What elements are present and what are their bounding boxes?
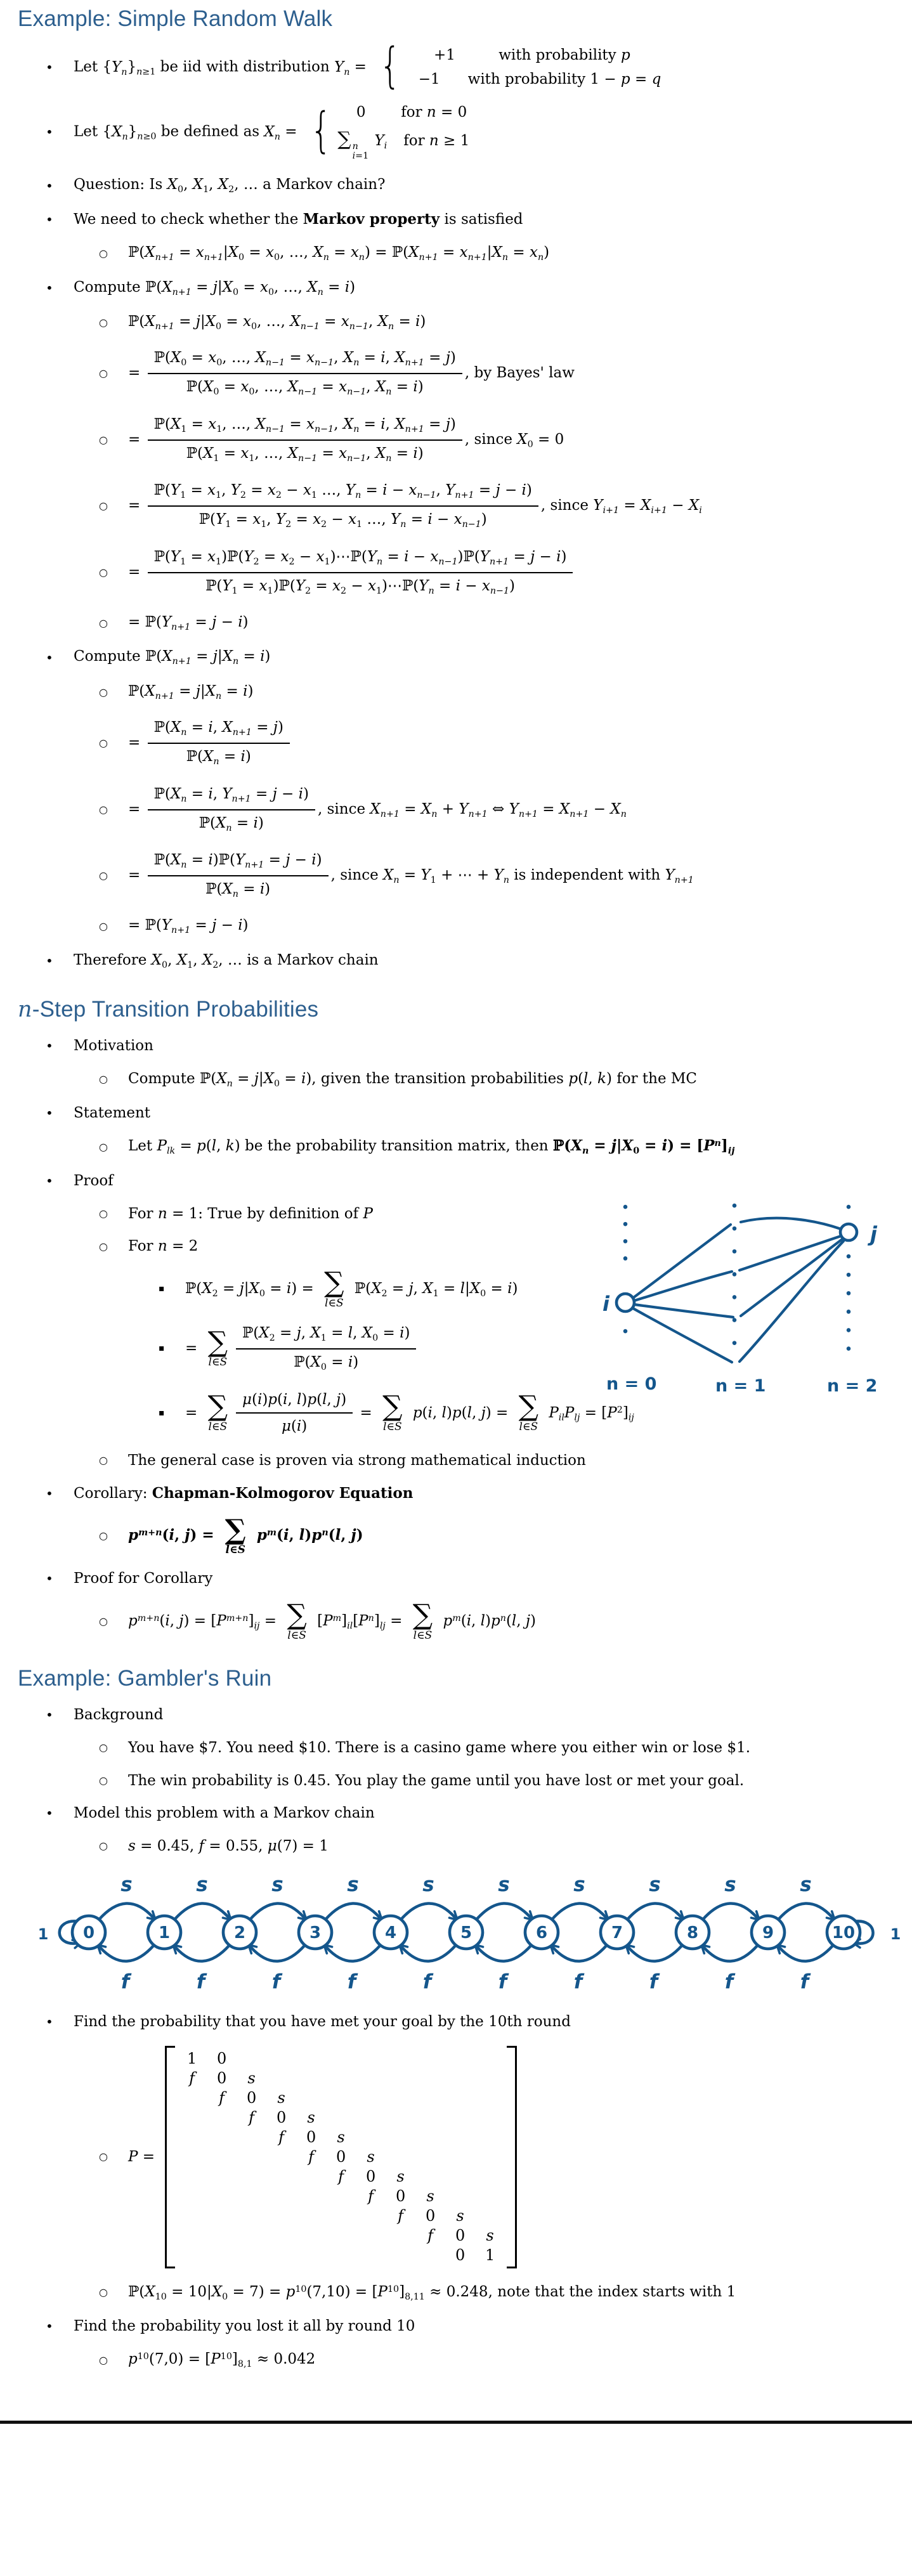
screen-bottom-edge xyxy=(0,2421,912,2424)
bullet-marker: • xyxy=(46,280,53,296)
bullet-item xyxy=(0,1570,912,1588)
bullet-marker: • xyxy=(46,1571,53,1587)
matrix-cell: 0 xyxy=(455,2246,466,2265)
bullet-marker: ○ xyxy=(99,1840,108,1852)
fan-in-edges xyxy=(739,1218,844,1362)
item-content: = $ℙ(Y_{n+1} = j - i)$ xyxy=(128,613,249,632)
matrix-cell: 0 xyxy=(335,2148,346,2166)
matrix-cell: s xyxy=(337,2128,345,2147)
matrix-cell: f xyxy=(249,2109,255,2127)
stage-label-n0: n = 0 xyxy=(606,1374,657,1395)
bullet-item xyxy=(0,547,912,599)
bullet-marker: • xyxy=(46,211,53,227)
item-content: = $ℙ(X_0 = x_0$, …, $X_{n-1} = x_{n-1}$, $X_n = i$, $X_{n+1} = j$) $ℙ(X_0 = x_0$, …, $X_{n-1} = x_{n-1}$, $X_n = i$) , by Bayes' law xyxy=(128,348,912,400)
bullet-marker: ○ xyxy=(99,1530,108,1542)
state-number: 6 xyxy=(535,1923,548,1942)
bullet-marker: ○ xyxy=(99,1774,108,1786)
matrix-cell: 0 xyxy=(306,2128,316,2147)
bullet-marker: ○ xyxy=(99,2150,108,2163)
lose-prob-label: f xyxy=(121,1970,130,1993)
bullet-marker: • xyxy=(46,2319,53,2334)
matrix-cell: 0 xyxy=(455,2227,466,2245)
item-content: Statement xyxy=(74,1105,151,1122)
matrix-lead: P = xyxy=(128,2148,155,2165)
matrix-cell: 0 xyxy=(425,2207,436,2225)
section-items xyxy=(0,1037,912,1641)
bullet-marker: • xyxy=(46,953,53,969)
win-arc xyxy=(401,1903,455,1920)
bullet-item xyxy=(0,2013,912,2031)
bullet-item xyxy=(0,414,912,466)
item-content: Compute $ℙ(X_{n+1} = j|X_0 = x_0$, …, $X_n = i$) xyxy=(74,278,356,297)
item-content: = $ℙ(X_n = i$, $Y_{n+1} = j - i$) $ℙ(X_n = i)$ , since $X_{n+1} = X_n + Y_{n+1}$ ⇔ $Y_{n+1} = X_{n+1} - X_n$ xyxy=(128,784,912,836)
bullet-marker: • xyxy=(46,2013,53,2029)
section-items xyxy=(0,37,912,971)
bullet-marker: ○ xyxy=(99,247,108,259)
bullet-marker: • xyxy=(46,649,53,665)
lose-prob-label: f xyxy=(196,1970,205,1993)
bullet-marker: ○ xyxy=(99,433,108,446)
bullet-item xyxy=(0,1837,912,1856)
bullet-marker: • xyxy=(46,1105,53,1121)
matrix-cell: s xyxy=(396,2168,405,2186)
item-content: You have $7. You need $10. There is a casino game where you either win or lose $1. xyxy=(128,1739,751,1756)
bullet-marker: • xyxy=(46,124,53,140)
matrix-cell: 0 xyxy=(216,2050,227,2068)
item-content: For n = 1: True by definition of P xyxy=(128,1205,373,1222)
matrix-cell: s xyxy=(426,2187,434,2206)
bullet-item xyxy=(0,717,912,769)
win-prob-label: s xyxy=(347,1873,359,1896)
win-prob-label: s xyxy=(498,1873,510,1896)
bullet-marker: • xyxy=(46,1038,53,1053)
win-arc xyxy=(703,1903,757,1920)
lose-arc xyxy=(704,1945,758,1961)
win-arc xyxy=(778,1903,832,1920)
lose-prob-label: f xyxy=(800,1970,809,1993)
state-number: 9 xyxy=(762,1923,774,1942)
bullet-marker: ○ xyxy=(99,686,108,699)
lose-prob-label: f xyxy=(271,1970,281,1993)
section xyxy=(0,6,912,972)
item-content: s = 0.45, f = 0.55, μ(7) = 1 xyxy=(128,1838,329,1855)
state-number: 10 xyxy=(831,1923,856,1942)
win-arc xyxy=(476,1903,530,1920)
bullet-item xyxy=(0,2046,912,2268)
matrix-cell: s xyxy=(307,2109,315,2127)
bullet-item xyxy=(0,682,912,703)
item-content: Let $\{Y_n\}_{n\ge 1}$ be iid with distribution $Y_n$ = { +1 with probability p −1 with probability 1 − p = q xyxy=(74,37,661,94)
matrix-cell: s xyxy=(456,2207,464,2225)
item-content: = $ℙ(X_n = i$, $X_{n+1} = j$) $ℙ(X_n = i)$ xyxy=(128,717,912,769)
section-heading: Example: Gambler's Ruin xyxy=(18,1665,272,1691)
state-j-label: j xyxy=(870,1222,877,1247)
win-prob-label: s xyxy=(196,1873,208,1896)
item-content: Corollary: Chapman-Kolmogorov Equation xyxy=(74,1484,414,1502)
item-content: We need to check whether the Markov property is satisfied xyxy=(74,210,523,228)
state-j-node xyxy=(840,1224,857,1240)
bullet-marker: • xyxy=(46,1173,53,1188)
item-content: Compute $ℙ(X_n = j|X_0 = i)$, given the transition probabilities p(l, k) for the MC xyxy=(128,1070,698,1089)
item-content: = $ℙ(X_n$ = $i)ℙ(Y_{n+1} = j - i)$ $ℙ(X_n = i)$ , since $X_n = Y_1$ + ⋯ + $Y_n$ is independent with $Y_{n+1}$ xyxy=(128,850,912,902)
bullet-marker: ○ xyxy=(99,1207,108,1220)
item-content: Let $P_{lk} = p(l$, k) be the probability transition matrix, then $ℙ(X_n = j|X_0 = i) = [P^n]_{ij}$ xyxy=(128,1137,735,1157)
bullet-item xyxy=(0,1452,912,1470)
bullet-item xyxy=(0,1772,912,1790)
state-number: 5 xyxy=(460,1923,472,1942)
matrix-cell: f xyxy=(278,2128,285,2147)
lose-arc xyxy=(553,1945,607,1961)
bullet-marker: ○ xyxy=(99,616,108,629)
item-content: = ∑ l∈S $\frac{\mu(i)p(i, l)p(l, j)}{\mu(i)}$ = ∑ l∈S p(i, l)p(l, j) = ∑ l∈S $P_{il}P_{lj} = [P^2]_{ij}$ xyxy=(185,1389,912,1438)
matrix-cell: 0 xyxy=(395,2187,406,2206)
bullet-item xyxy=(0,2317,912,2336)
bullet-item xyxy=(0,613,912,634)
matrix-cell: f xyxy=(338,2168,344,2186)
bullet-marker: ○ xyxy=(99,1240,108,1252)
item-content: Question: Is $X_0$, $X_1$, $X_2$, … a Markov chain? xyxy=(74,176,386,195)
bullet-item xyxy=(0,1706,912,1724)
bullet-marker: ○ xyxy=(99,2286,108,2299)
bullet-item xyxy=(0,1070,912,1090)
bullet-marker: • xyxy=(46,178,53,193)
win-arc xyxy=(99,1903,153,1920)
bullet-marker: ○ xyxy=(99,1615,108,1627)
section-items xyxy=(0,1706,912,2371)
item-content: Compute $ℙ(X_{n+1} = j|X_n = i)$ xyxy=(74,648,271,667)
lose-arc xyxy=(478,1945,531,1961)
bullet-marker: ○ xyxy=(99,920,108,932)
bullet-marker: ○ xyxy=(99,1741,108,1754)
bullet-item xyxy=(0,951,912,972)
lose-arc xyxy=(779,1945,833,1961)
bullet-item xyxy=(0,313,912,333)
matrix-cell: f xyxy=(189,2069,195,2088)
item-content: Motivation xyxy=(74,1037,153,1054)
state-number: 4 xyxy=(384,1923,397,1942)
bullet-item xyxy=(0,1104,912,1122)
bullet-item xyxy=(0,647,912,668)
item-content: $ℙ(X_{n+1} = x_{n+1}|X_0 = x_0$, …, $X_n = x_n$) = $ℙ(X_{n+1} = x_{n+1}|X_n = x_n)$ xyxy=(128,244,550,263)
state-number: 7 xyxy=(611,1923,623,1942)
bullet-marker: ○ xyxy=(99,1073,108,1086)
state-number: 2 xyxy=(233,1923,246,1942)
bullet-marker: ▪ xyxy=(159,1284,165,1294)
bullet-marker: ○ xyxy=(99,566,108,578)
absorb-prob-right: 1 xyxy=(890,1925,901,1943)
bullet-item xyxy=(0,348,912,400)
item-content: $ℙ(X_{n+1} = j|X_n = i)$ xyxy=(128,683,254,702)
bullet-marker: ○ xyxy=(99,1454,108,1467)
item-content: Proof xyxy=(74,1172,114,1189)
lose-arc xyxy=(402,1945,456,1961)
lose-arc xyxy=(327,1945,381,1961)
bullet-marker: ▪ xyxy=(159,1343,165,1353)
matrix-cell: s xyxy=(367,2148,375,2166)
item-content: = $ℙ(X_1 = x_1$, …, $X_{n-1} = x_{n-1}$, $X_n = i$, $X_{n+1} = j$) $ℙ(X_1 = x_1$, …, $X_{n-1} = x_{n-1}$, $X_n = i$) , since $X_0 = 0$ xyxy=(128,414,912,466)
section xyxy=(0,997,912,1641)
section xyxy=(0,1666,912,2371)
win-arc xyxy=(174,1903,228,1920)
lose-arc xyxy=(629,1945,682,1961)
bullet-item xyxy=(0,1804,912,1823)
bullet-item xyxy=(0,1513,912,1557)
bullet-item xyxy=(0,2283,912,2303)
matrix-cell: 0 xyxy=(365,2168,376,2186)
lose-arc xyxy=(176,1945,230,1961)
transition-matrix xyxy=(165,2046,517,2268)
matrix-cell: 1 xyxy=(485,2246,495,2265)
win-prob-label: s xyxy=(649,1873,661,1896)
win-arc xyxy=(325,1903,379,1920)
bullet-marker: ○ xyxy=(99,869,108,882)
bullet-item xyxy=(0,1739,912,1757)
item-content: Find the probability that you have met your goal by the 10th round xyxy=(74,2013,571,2030)
bullet-item xyxy=(0,2350,912,2371)
bullet-marker: ▪ xyxy=(159,1407,165,1418)
item-content: $p^{10}(7,0) = [P^{10}]_{8,1} \approx 0.042$ xyxy=(128,2351,316,2370)
bullet-item xyxy=(0,37,912,94)
item-content: = $ℙ(Y_{n+1} = j - i)$ xyxy=(128,916,249,935)
state-number: 0 xyxy=(82,1923,95,1942)
bullet-marker: ○ xyxy=(99,1141,108,1154)
bullet-item xyxy=(0,480,912,532)
matrix-cell: 1 xyxy=(186,2050,197,2068)
bullet-marker: • xyxy=(46,60,53,75)
bullet-item xyxy=(0,1599,912,1642)
item-content: $p^{m+n}(i$, $j) = [P^{m+n}]_{ij}$ = ∑ l∈S $[P^m]_{il}[P^n]_{lj}$ = ∑ l∈S $p^m(i$, $l)p^n(l$, j) xyxy=(128,1599,537,1642)
matrix-cell: f xyxy=(219,2089,225,2107)
matrix-cell: s xyxy=(247,2069,256,2088)
two-step-paths-sketch xyxy=(589,1199,889,1397)
matrix-cell: 0 xyxy=(276,2109,287,2127)
state-number: 8 xyxy=(686,1923,699,1942)
bullet-item xyxy=(0,784,912,836)
matrix-cell: s xyxy=(486,2227,494,2245)
matrix-bracket-left xyxy=(165,2046,175,2268)
bullet-item xyxy=(0,916,912,937)
lose-prob-label: f xyxy=(422,1970,432,1993)
stage-label-n1: n = 1 xyxy=(715,1376,766,1396)
bullet-item xyxy=(0,211,912,229)
lose-prob-label: f xyxy=(724,1970,734,1993)
bullet-marker: • xyxy=(46,1707,53,1722)
item-content: Background xyxy=(74,1707,164,1724)
lose-prob-label: f xyxy=(347,1970,356,1993)
bullet-marker: ○ xyxy=(99,736,108,749)
matrix-cell: f xyxy=(427,2227,434,2245)
item-content: = $ℙ(Y_1 = x_1$, $Y_2 = x_2 - x_1$ …, $Y_n = i - x_{n-1}$, $Y_{n+1} = j - i$) $ℙ(Y_1 = x_1$, $Y_2 = x_2 - x_1$ …, $Y_n = i - x_{n-1}$) , since $Y_{i+1} = X_{i+1} - X_i$ xyxy=(128,480,912,532)
matrix-cell: 0 xyxy=(216,2069,227,2088)
item-content: $p^{m+n}(i$, j) = ∑ l∈S $p^m(i$, $l)p^n(l$, j) xyxy=(128,1513,363,1557)
matrix-bracket-right xyxy=(507,2046,517,2268)
lose-arc xyxy=(251,1945,305,1961)
bullet-marker: ○ xyxy=(99,367,108,379)
lose-prob-label: f xyxy=(649,1970,658,1993)
win-prob-label: s xyxy=(573,1873,585,1896)
item-content: = ∑ l∈S $ℙ(X_2 = j$, $X_1 = l$, $X_0 = i$) $ℙ(X_0 = i)$ xyxy=(185,1323,912,1375)
win-arc xyxy=(627,1903,681,1920)
item-content: For n = 2 xyxy=(128,1238,199,1255)
matrix-cell: f xyxy=(368,2187,374,2206)
item-content: The general case is proven via strong mathematical induction xyxy=(128,1452,586,1469)
bullet-marker: • xyxy=(46,1805,53,1821)
stage-label-n2: n = 2 xyxy=(827,1376,878,1396)
matrix-cell: f xyxy=(398,2207,404,2225)
win-prob-label: s xyxy=(724,1873,736,1896)
item-content xyxy=(128,2046,912,2268)
gamblers-ruin-chain-drawing xyxy=(13,1872,907,1994)
section-heading: Example: Simple Random Walk xyxy=(18,6,333,31)
bullet-item xyxy=(0,1037,912,1055)
win-arc xyxy=(552,1903,606,1920)
matrix-cell: f xyxy=(308,2148,315,2166)
bullet-item xyxy=(0,278,912,299)
matrix-grid xyxy=(175,2046,507,2268)
lose-arc xyxy=(100,1945,154,1961)
bullet-item xyxy=(0,244,912,264)
item-content: $ℙ(X_{n+1} = j|X_0 = x_0$, …, $X_{n-1} = x_{n-1}$, $X_n = i$) xyxy=(128,313,426,332)
bullet-item xyxy=(0,103,912,161)
item-content: = $ℙ(Y_1$ = $x_1)ℙ(Y_2 = x_2$ − $x_1)\cdots ℙ(Y_n = i$ − $x_{n-1})ℙ(Y_{n+1} = j - i)$ $ℙ(Y_1$ = $x_1)ℙ(Y_2 = x_2$ − $x_1)\cdots ℙ(Y_n = i - x_{n-1})$ xyxy=(128,547,912,599)
lose-prob-label: f xyxy=(573,1970,583,1993)
win-prob-label: s xyxy=(271,1873,283,1896)
item-content: The win probability is 0.45. You play the game until you have lost or met your goal. xyxy=(128,1772,745,1789)
bullet-item xyxy=(0,1172,912,1190)
item-content: Therefore $X_0$, $X_1$, $X_2$, … is a Markov chain xyxy=(74,951,379,970)
bullet-item xyxy=(0,1485,912,1503)
lose-prob-label: f xyxy=(498,1970,507,1993)
win-prob-label: s xyxy=(422,1873,434,1896)
bullet-item xyxy=(0,176,912,196)
win-prob-label: s xyxy=(121,1873,133,1896)
item-content: Find the probability you lost it all by round 10 xyxy=(74,2318,415,2335)
absorb-prob-left: 1 xyxy=(37,1925,49,1943)
state-number: 1 xyxy=(158,1923,171,1942)
bullet-item xyxy=(0,850,912,902)
matrix-cell: s xyxy=(277,2089,285,2107)
bullet-marker: ○ xyxy=(99,803,108,816)
two-step-paths-drawing xyxy=(589,1199,889,1397)
item-content: Let $\{X_n\}_{n\ge 0}$ be defined as $X_n$ = { 0 for n = 0 ∑ n i=1 $Y_i$ for n ≥ 1 xyxy=(74,101,470,162)
gamblers-ruin-chain-sketch xyxy=(13,1872,912,1994)
bullet-marker: • xyxy=(46,1485,53,1501)
state-i-node xyxy=(616,1294,634,1311)
bullet-marker: ○ xyxy=(99,2354,108,2366)
win-prob-label: s xyxy=(800,1873,812,1896)
item-content: $ℙ(X_2 = j|X_0 = i)$ = ∑ l∈S $ℙ(X_2 = j$, $X_1 = l|X_0 = i$) xyxy=(185,1266,518,1310)
bullet-marker: ○ xyxy=(99,316,108,329)
win-arc xyxy=(250,1903,304,1920)
item-content: Proof for Corollary xyxy=(74,1570,213,1587)
bullet-item xyxy=(0,1137,912,1157)
bullet-marker: ○ xyxy=(99,500,108,512)
state-number: 3 xyxy=(309,1923,322,1942)
state-i-label: i xyxy=(603,1292,609,1317)
chain-graph xyxy=(38,1873,901,1993)
item-content: $ℙ(X_{10} = 10|X_0 = 7) = p^{10}(7,10) = [P^{10}]_{8,11} \approx 0.248$, note that the index starts with 1 xyxy=(128,2283,736,2302)
section-heading: n-Step Transition Probabilities xyxy=(18,996,319,1022)
item-content: Model this problem with a Markov chain xyxy=(74,1805,375,1822)
matrix-cell: 0 xyxy=(246,2089,257,2107)
fan-out-edges xyxy=(633,1225,733,1362)
